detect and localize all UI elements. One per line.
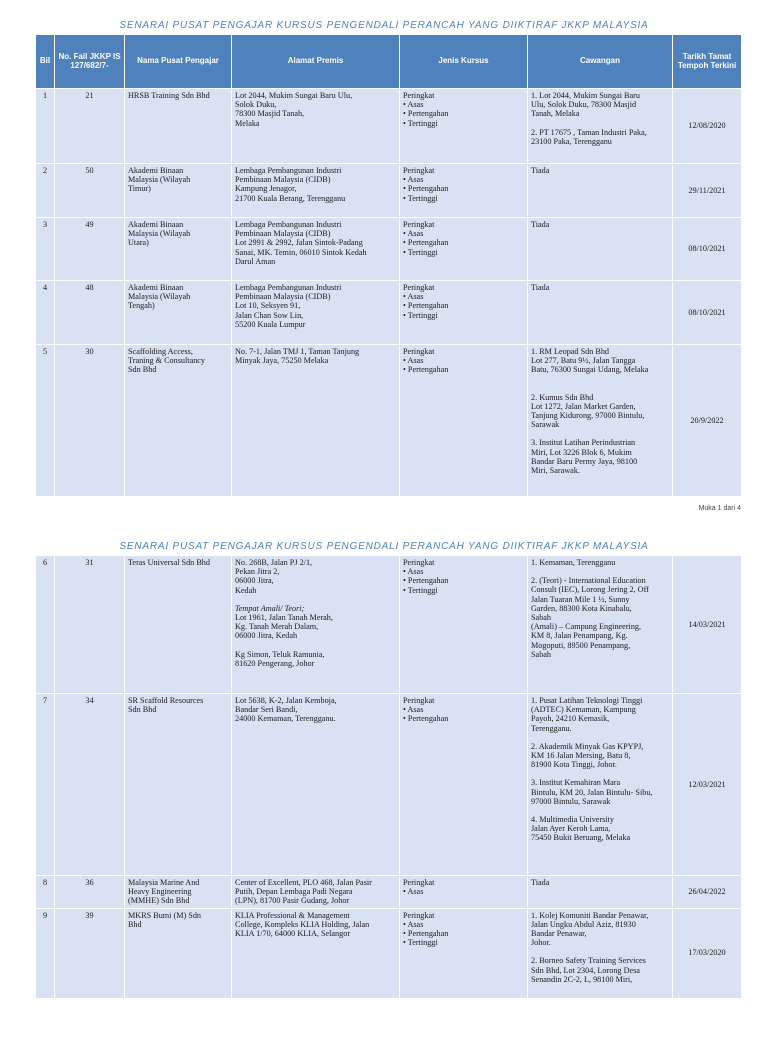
cell-cawangan — [528, 164, 673, 218]
table-row — [36, 281, 742, 345]
cell-tarikh: 29/11/2021 — [673, 164, 742, 218]
text-line: Malaysia (Wilayah — [128, 229, 191, 239]
course-level-label: Peringkat — [403, 347, 435, 356]
text-line: 1. Lot 2044, Mukim Sungai Baru — [531, 91, 640, 100]
table-row — [36, 89, 742, 164]
text-line: Tanah, Melaka — [531, 109, 580, 119]
cell-alamat — [232, 281, 400, 345]
course-level-tertinggi: • Tertinggi — [403, 585, 438, 595]
text-line: Sabah — [531, 649, 552, 659]
page-number: Muka 1 dari 4 — [698, 505, 741, 512]
cell-cawangan — [528, 694, 673, 876]
cell-tarikh: 08/10/2021 — [673, 281, 742, 345]
text-line: Jalan Ayer Keroh Lama, — [531, 824, 611, 834]
header-no-fail: No. Fail JKKP IS 127/682/7- — [55, 35, 125, 89]
course-level-pertengahan: • Pertengahan — [403, 928, 449, 938]
text-line: Batu, 76300 Sungai Udang, Melaka — [531, 365, 649, 375]
page-title: SENARAI PUSAT PENGAJAR KURSUS PENGENDALI PERANCAH YANG DIIKTIRAF JKKP MALAYSIA — [119, 20, 649, 31]
text-line: Akademi Binaan — [128, 166, 184, 175]
text-line: Pembinaan Malaysia (CIDB) — [235, 229, 331, 239]
text-line: SR Scaffold Resources — [128, 696, 204, 705]
text-line: Bandar Seri Bandi, — [235, 705, 298, 715]
table-row — [36, 556, 742, 694]
text-line: Tanjung Kidurong, 97000 Bintulu, — [531, 410, 645, 420]
course-level-label: Peringkat — [403, 91, 435, 100]
cell-bil: 9 — [36, 908, 55, 998]
text-line: Center of Excellent, PLO 468, Jalan Pasir — [235, 878, 372, 887]
cell-no-fail: 48 — [55, 281, 125, 345]
text-line: Jalan Tuaran Mile 1 ½, Sunny — [531, 594, 630, 604]
course-level-pertengahan: • Pertengahan — [403, 238, 449, 248]
cell-jenis-kursus — [400, 164, 528, 218]
text-line: Malaysia (Wilayah — [128, 292, 191, 302]
cell-alamat — [232, 908, 400, 998]
course-level-label: Peringkat — [403, 910, 435, 920]
text-line: Lot 2044, Mukim Sungai Baru Ulu, — [235, 91, 353, 100]
text-line: Miri, Sarawak. — [531, 465, 580, 475]
text-line: Lot 10, Seksyen 91, — [235, 301, 301, 311]
course-level-pertengahan: • Pertengahan — [403, 301, 449, 311]
cell-alamat — [232, 876, 400, 909]
cell-tarikh: 12/03/2021 — [673, 694, 742, 876]
training-centre-table — [35, 34, 742, 497]
text-line: Ulu, Solok Duku, 78300 Masjid — [531, 100, 637, 110]
text-line: 1. Kemaman, Terengganu — [531, 558, 616, 567]
course-level-asas: • Asas — [403, 567, 424, 577]
cell-alamat — [232, 556, 400, 694]
text-line: Bhd — [128, 919, 142, 929]
text-line: Pekan Jitra 2, — [235, 567, 280, 577]
cell-no-fail: 21 — [55, 89, 125, 164]
course-level-tertinggi: • Tertinggi — [403, 247, 438, 257]
cell-nama-pusat — [125, 164, 232, 218]
text-line: KLIA 1/70, 64000 KLIA, Selangor — [235, 928, 351, 938]
text-line: 2. PT 17675 , Taman Industri Paka, — [531, 127, 647, 137]
text-line: Kedah — [235, 585, 257, 595]
cell-alamat — [232, 345, 400, 497]
header-bil: Bil — [36, 35, 55, 89]
text-line: No. 7-1, Jalan TMJ 1, Taman Tanjung — [235, 347, 360, 356]
cell-alamat — [232, 164, 400, 218]
text-line: Sdn Bhd, Lot 2304, Lorong Desa — [531, 965, 640, 975]
cell-bil: 4 — [36, 281, 55, 345]
cell-bil: 7 — [36, 694, 55, 876]
text-line: (MMHE) Sdn Bhd — [128, 896, 190, 906]
text-line: Payoh, 24210 Kemasik, — [531, 714, 610, 724]
text-line: Tiada — [531, 878, 550, 887]
cell-cawangan — [528, 218, 673, 281]
text-line: Lembaga Pembangunan Industri — [235, 220, 342, 229]
text-line: Johor. — [531, 938, 551, 948]
text-line: 81900 Kota Tinggi, Johor. — [531, 760, 617, 770]
text-line: 2. Akademik Minyak Gas KPYPJ, — [531, 741, 644, 751]
text-line: Tiada — [531, 166, 550, 175]
text-line: Kg. Tanah Merah Dalam, — [235, 622, 319, 632]
cell-tarikh: 14/03/2021 — [673, 556, 742, 694]
text-line: Sarawak — [531, 420, 560, 430]
course-level-pertengahan: • Pertengahan — [403, 576, 449, 586]
text-line: Sanai, MK. Temin, 06010 Sintok Kedah — [235, 247, 367, 257]
course-level-asas: • Asas — [403, 292, 424, 302]
text-line: Lot 5638, K-2, Jalan Kemboja, — [235, 696, 337, 705]
text-line: Sdn Bhd — [128, 705, 157, 715]
cell-tarikh: 12/08/2020 — [673, 89, 742, 164]
text-line: 1. Kolej Komuniti Bandar Penawar, — [531, 910, 649, 920]
text-line: Solok Duku, — [235, 100, 277, 110]
text-line: Utara) — [128, 238, 149, 248]
cell-jenis-kursus — [400, 556, 528, 694]
cell-jenis-kursus — [400, 908, 528, 998]
course-level-tertinggi: • Tertinggi — [403, 118, 438, 128]
cell-no-fail: 50 — [55, 164, 125, 218]
text-line: Tempat Amali/ Teori; — [235, 603, 305, 613]
cell-tarikh: 17/03/2020 — [673, 908, 742, 998]
page-title: SENARAI PUSAT PENGAJAR KURSUS PENGENDALI PERANCAH YANG DIIKTIRAF JKKP MALAYSIA — [119, 541, 649, 552]
cell-bil: 3 — [36, 218, 55, 281]
header-jenis-kursus: Jenis Kursus — [400, 35, 528, 89]
cell-jenis-kursus — [400, 89, 528, 164]
course-level-asas: • Asas — [403, 175, 424, 185]
cell-nama-pusat — [125, 345, 232, 497]
cell-bil: 5 — [36, 345, 55, 497]
text-line: 2. (Teori) - International Education — [531, 576, 646, 586]
cell-tarikh: 20/9/2022 — [673, 345, 742, 497]
cell-jenis-kursus — [400, 281, 528, 345]
text-line: Scaffolding Access, — [128, 347, 193, 356]
table-row — [36, 345, 742, 497]
cell-cawangan — [528, 876, 673, 909]
cell-no-fail: 30 — [55, 345, 125, 497]
course-level-label: Peringkat — [403, 283, 435, 292]
header-nama: Nama Pusat Pengajar — [125, 35, 232, 89]
text-line: 3. Institut Latihan Perindustrian — [531, 438, 636, 448]
cell-cawangan — [528, 908, 673, 998]
text-line: 24000 Kemaman, Terengganu. — [235, 714, 336, 724]
cell-nama-pusat — [125, 694, 232, 876]
cell-alamat — [232, 218, 400, 281]
text-line: 78300 Masjid Tanah, — [235, 109, 305, 119]
cell-bil: 6 — [36, 556, 55, 694]
text-line: Miri, Lot 3226 Blok 6, Mukim — [531, 447, 632, 457]
table-row — [36, 164, 742, 218]
text-line: Putih, Depan Lembaga Padi Negara — [235, 887, 353, 897]
text-line: 55200 Kuala Lumpur — [235, 319, 306, 329]
text-line: 4. Multimedia University — [531, 814, 615, 824]
cell-no-fail: 34 — [55, 694, 125, 876]
course-level-asas: • Asas — [403, 356, 424, 366]
text-line: Lembaga Pembangunan Industri — [235, 166, 342, 175]
text-line: Lot 277, Batu 9½, Jalan Tangga — [531, 356, 636, 366]
course-level-asas: • Asas — [403, 887, 424, 897]
cell-cawangan — [528, 556, 673, 694]
cell-no-fail: 31 — [55, 556, 125, 694]
text-line: Malaysia Marine And — [128, 878, 200, 887]
course-level-pertengahan: • Pertengahan — [403, 184, 449, 194]
text-line: 1. Pusat Latihan Teknologi Tinggi — [531, 696, 643, 705]
course-level-asas: • Asas — [403, 100, 424, 110]
text-line: 21700 Kuala Berang, Terengganu — [235, 193, 346, 203]
training-centre-table — [35, 555, 742, 999]
course-level-label: Peringkat — [403, 696, 435, 705]
text-line: 23100 Paka, Terengganu — [531, 136, 612, 146]
course-level-asas: • Asas — [403, 229, 424, 239]
text-line: Pembinaan Malaysia (CIDB) — [235, 292, 331, 302]
text-line: 06000 Jitra, Kedah — [235, 631, 298, 641]
text-line: 2. Kumus Sdn Bhd — [531, 392, 594, 402]
text-line: MKRS Bumi (M) Sdn — [128, 910, 202, 920]
course-level-label: Peringkat — [403, 166, 435, 175]
text-line: Terengganu. — [531, 723, 572, 733]
cell-no-fail: 49 — [55, 218, 125, 281]
header-tarikh: Tarikh Tamat Tempoh Terkini — [673, 35, 742, 89]
text-line: (ADTEC) Kemaman, Kampung — [531, 705, 636, 715]
text-line: College, Kompleks KLIA Holding, Jalan — [235, 919, 370, 929]
text-line: Heavy Engineering — [128, 887, 192, 897]
text-line: 75450 Bukit Beruang, Melaka — [531, 833, 631, 843]
text-line: Garden, 88300 Kota Kinabalu, — [531, 603, 632, 613]
text-line: KLIA Professional & Management — [235, 910, 350, 920]
text-line: Bandar Baru Permy Jaya, 98100 — [531, 456, 638, 466]
text-line: Pembinaan Malaysia (CIDB) — [235, 175, 331, 185]
text-line: Lot 1961, Jalan Tanah Merah, — [235, 612, 333, 622]
text-line: Akademi Binaan — [128, 220, 184, 229]
text-line: HRSB Training Sdn Bhd — [128, 91, 210, 100]
course-level-tertinggi: • Tertinggi — [403, 193, 438, 203]
text-line: Jalan Ungku Abdul Aziz, 81930 — [531, 919, 636, 929]
cell-alamat — [232, 89, 400, 164]
table-row — [36, 694, 742, 876]
course-level-pertengahan: • Pertengahan — [403, 714, 449, 724]
text-line: Akademi Binaan — [128, 283, 184, 292]
table-row — [36, 876, 742, 909]
text-line: KM 16 Jalan Mersing, Batu 8, — [531, 750, 631, 760]
cell-jenis-kursus — [400, 218, 528, 281]
course-level-asas: • Asas — [403, 705, 424, 715]
course-level-tertinggi: • Tertinggi — [403, 310, 438, 320]
text-line: Lot 1272, Jalan Market Garden, — [531, 401, 636, 411]
cell-bil: 1 — [36, 89, 55, 164]
course-level-label: Peringkat — [403, 220, 435, 229]
cell-cawangan — [528, 345, 673, 497]
text-line: Sabah — [531, 612, 552, 622]
cell-nama-pusat — [125, 876, 232, 909]
cell-nama-pusat — [125, 89, 232, 164]
cell-nama-pusat — [125, 281, 232, 345]
header-cawangan: Cawangan — [528, 35, 673, 89]
cell-jenis-kursus — [400, 694, 528, 876]
text-line: 1. RM Leopad Sdn Bhd — [531, 347, 610, 356]
text-line: Tengah) — [128, 301, 155, 311]
text-line: (Amali) – Campung Engineering, — [531, 622, 642, 632]
text-line: Kampung Jenagor, — [235, 184, 297, 194]
text-line: 06000 Jitra, — [235, 576, 274, 586]
text-line: Teras Universal Sdn Bhd — [128, 558, 210, 567]
text-line: Kg Simon, Teluk Ramunia, — [235, 649, 325, 659]
course-level-pertengahan: • Pertengahan — [403, 365, 449, 375]
text-line: (LPN), 81700 Pasir Gudang, Johor — [235, 896, 350, 906]
text-line: Consult (IEC), Lorong Jering 2, Off — [531, 585, 649, 595]
course-level-label: Peringkat — [403, 878, 435, 887]
table-row — [36, 908, 742, 998]
text-line: Malaysia (Wilayah — [128, 175, 191, 185]
course-level-label: Peringkat — [403, 558, 435, 567]
text-line: Bintulu, KM 20, Jalan Bintulu- Sibu, — [531, 787, 653, 797]
course-level-tertinggi: • Tertinggi — [403, 938, 438, 948]
text-line: KM 8, Jalan Penampang, Kg. — [531, 631, 628, 641]
text-line: Melaka — [235, 118, 260, 128]
cell-cawangan — [528, 89, 673, 164]
cell-no-fail: 36 — [55, 876, 125, 909]
text-line: Sdn Bhd — [128, 365, 157, 375]
text-line: Tiada — [531, 283, 550, 292]
cell-nama-pusat — [125, 218, 232, 281]
cell-tarikh: 08/10/2021 — [673, 218, 742, 281]
text-line: Mogoputi, 89500 Penampang, — [531, 640, 631, 650]
text-line: Jalan Chan Sow Lin, — [235, 310, 304, 320]
text-line: 3. Institut Kemahiran Mara — [531, 778, 621, 788]
cell-alamat — [232, 694, 400, 876]
header-alamat: Alamat Premis — [232, 35, 400, 89]
text-line: 97000 Bintulu, Sarawak — [531, 796, 611, 806]
cell-nama-pusat — [125, 556, 232, 694]
text-line: Tiada — [531, 220, 550, 229]
cell-tarikh: 26/04/2022 — [673, 876, 742, 909]
cell-cawangan — [528, 281, 673, 345]
table-row — [36, 218, 742, 281]
cell-bil: 8 — [36, 876, 55, 909]
text-line: Bandar Penawar, — [531, 928, 587, 938]
text-line: Traning & Consultancy — [128, 356, 206, 366]
cell-no-fail: 39 — [55, 908, 125, 998]
text-line: 81620 Pengerang, Johor — [235, 658, 315, 668]
text-line: 2. Borneo Safety Training Services — [531, 956, 646, 966]
text-line: Lembaga Pembangunan Industri — [235, 283, 342, 292]
course-level-asas: • Asas — [403, 919, 424, 929]
cell-jenis-kursus — [400, 345, 528, 497]
cell-nama-pusat — [125, 908, 232, 998]
text-line: Lot 2991 & 2992, Jalan Sintok-Padang — [235, 238, 363, 248]
text-line: Darul Aman — [235, 256, 276, 266]
course-level-pertengahan: • Pertengahan — [403, 109, 449, 119]
cell-jenis-kursus — [400, 876, 528, 909]
text-line: Timur) — [128, 184, 151, 194]
cell-bil: 2 — [36, 164, 55, 218]
text-line: Senandin 2C-2, L, 98100 Miri, — [531, 974, 633, 984]
text-line: No. 268B, Jalan PJ 2/1, — [235, 558, 313, 567]
text-line: Minyak Jaya, 75250 Melaka — [235, 356, 329, 366]
